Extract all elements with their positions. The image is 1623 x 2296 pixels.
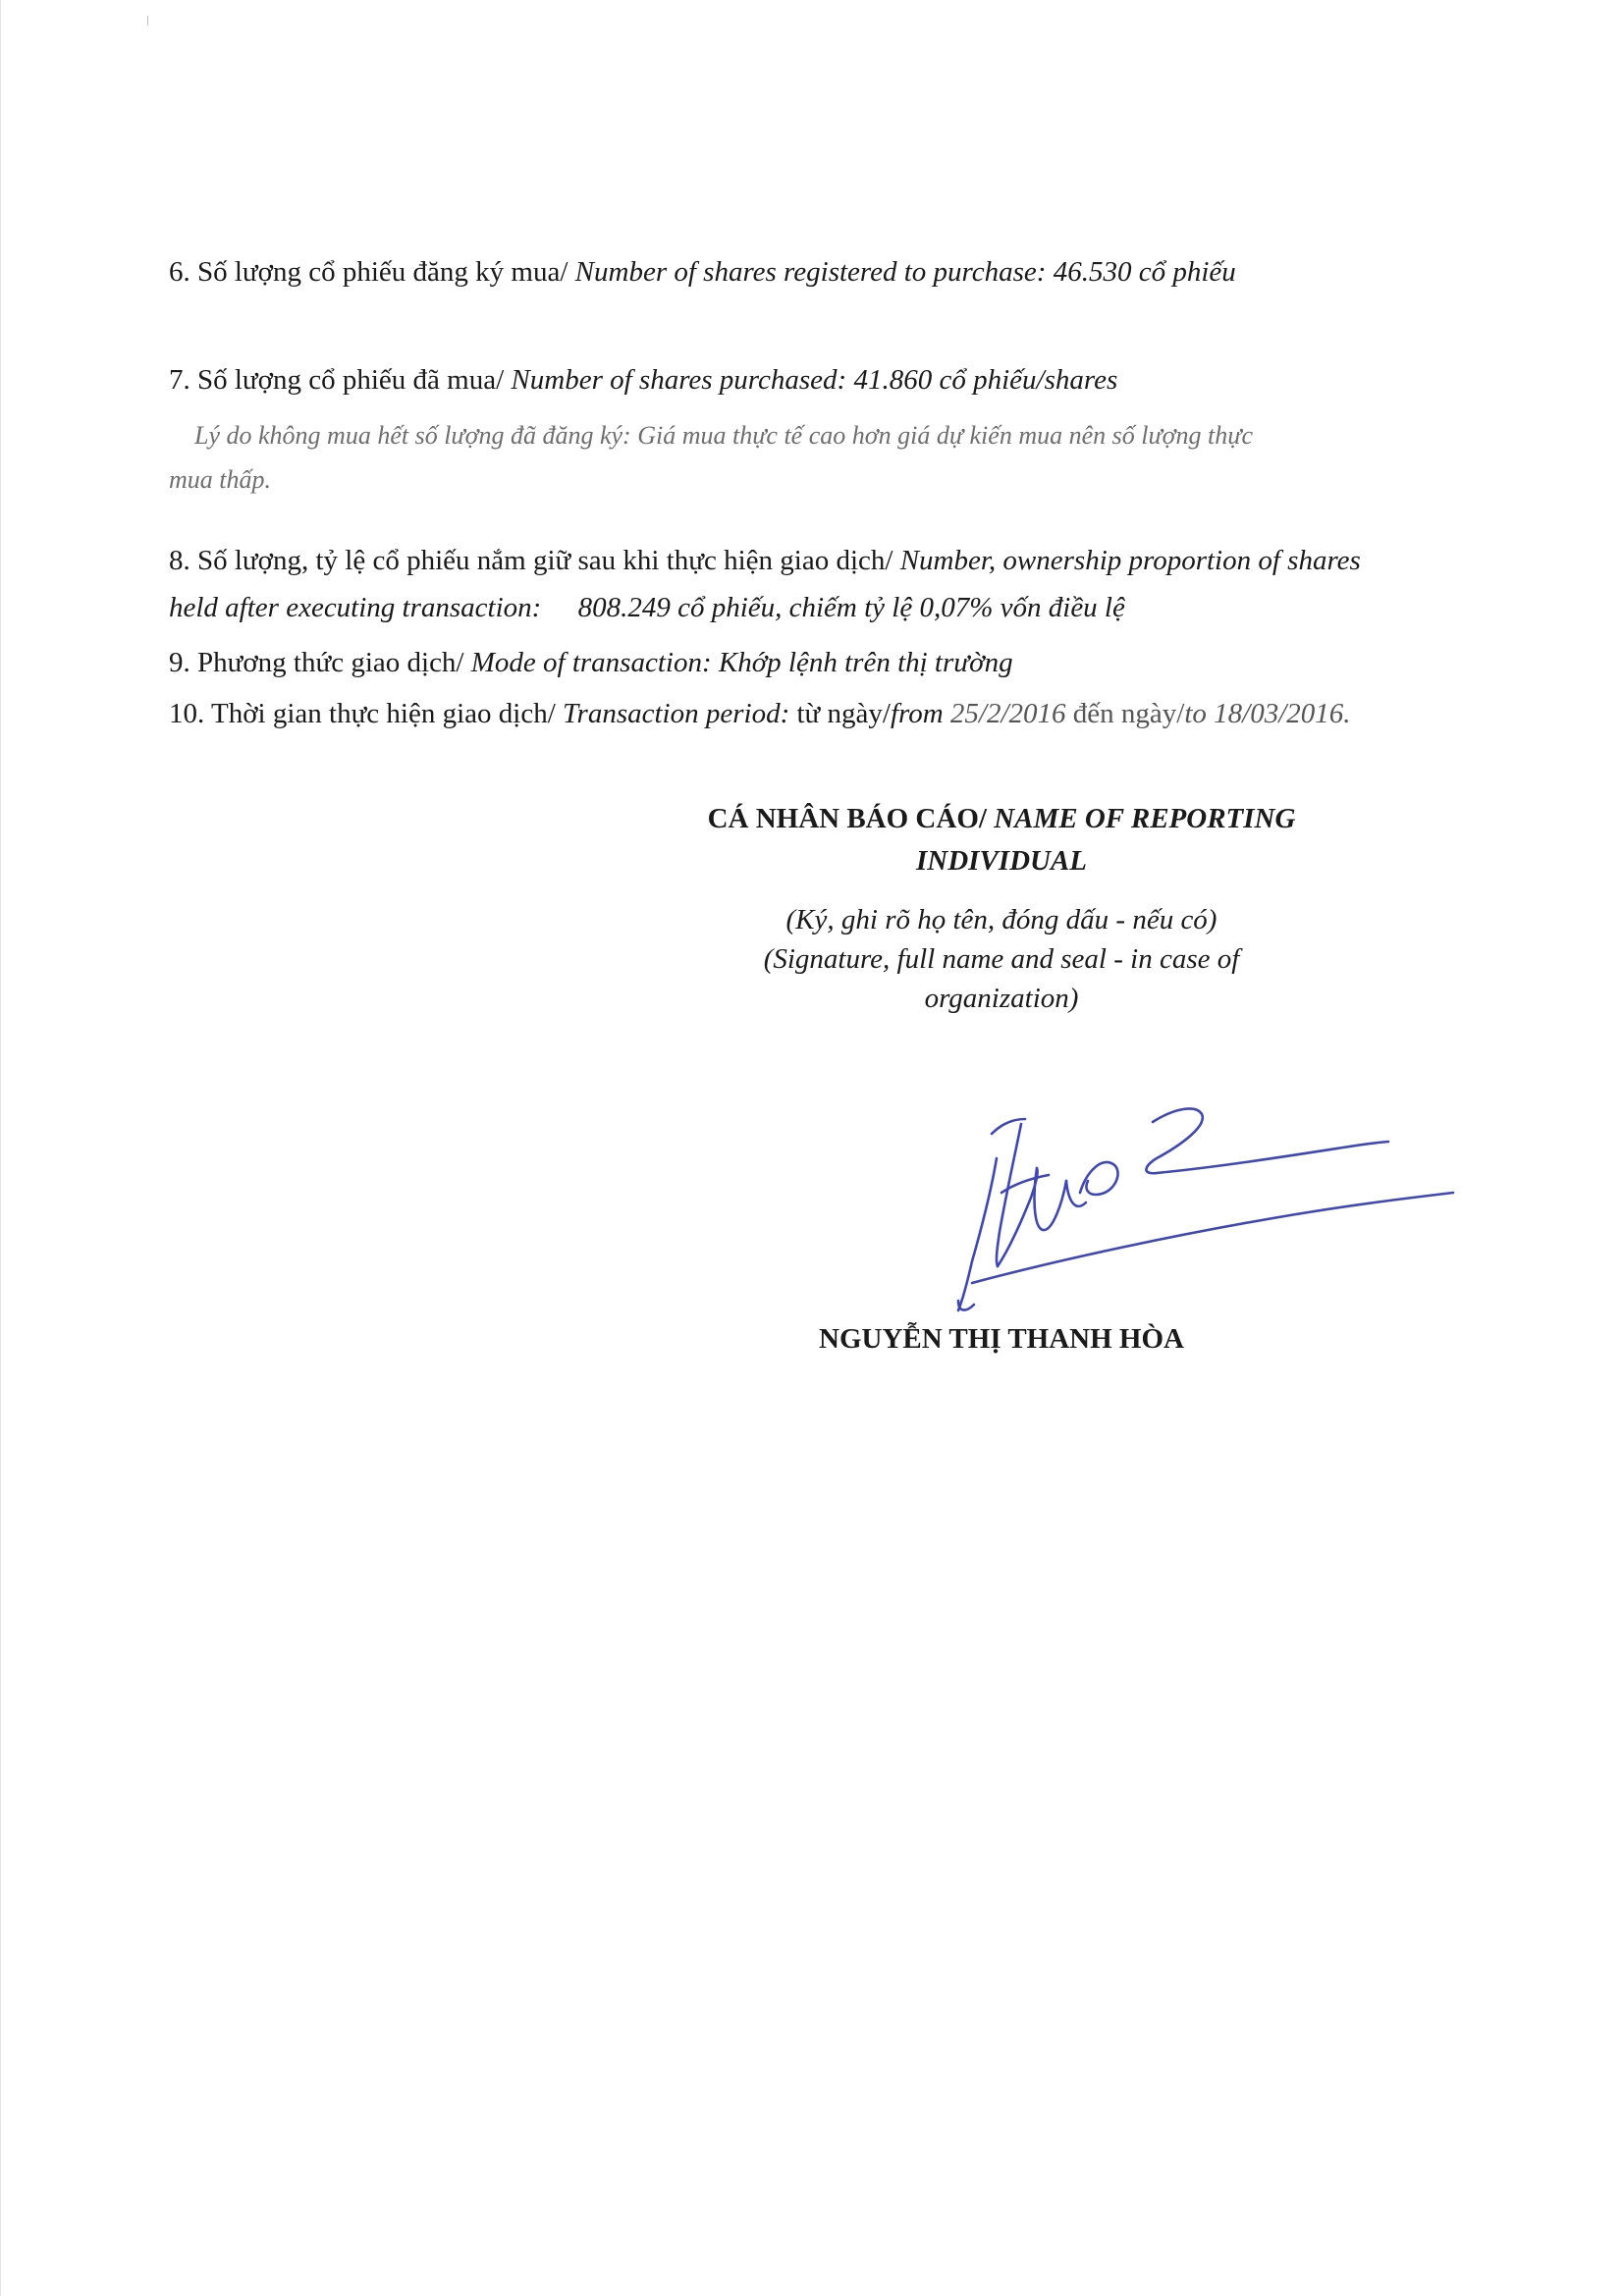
item-8-label-en: Number, ownership proportion of shares [899, 545, 1361, 576]
item-7-label: 7. Số lượng cổ phiếu đã mua/ [169, 364, 512, 396]
item-8-value: 808.249 cổ phiếu, chiếm tỷ lệ 0,07% vốn điều lệ [577, 592, 1125, 623]
item-10-from-en: from [890, 698, 950, 729]
item-10-to-en: to [1184, 698, 1215, 729]
item-9-value: Khớp lệnh trên thị trường [718, 647, 1013, 678]
item-7 [169, 361, 1117, 399]
scan-mark [147, 16, 148, 26]
item-9-label: 9. Phương thức giao dịch/ [169, 647, 471, 678]
item-10-from-date: 25/2/2016 [949, 698, 1066, 729]
signature-title-continued [628, 842, 1375, 880]
signature-instruction-en: (Signature, full name and seal - in case of [763, 943, 1240, 975]
item-10-label-en: Transaction period: [563, 698, 797, 729]
item-10-to-label: đến ngày/ [1065, 698, 1185, 729]
signature-instruction-vi: (Ký, ghi rõ họ tên, đóng dấu - nếu có) [785, 904, 1217, 935]
handwritten-signature [923, 1065, 1473, 1315]
reason-note-line-1: Lý do không mua hết số lượng đã đăng ký: Giá mua thực tế cao hơn giá dự kiến mua nên số lượng thực [194, 421, 1253, 450]
reason-note-line-2: mua thấp. [169, 465, 271, 494]
item-8-continued [169, 589, 1125, 626]
item-9 [169, 644, 1013, 681]
signature-title-en-2: INDIVIDUAL [915, 845, 1088, 877]
signature-title-en: NAME OF REPORTING [994, 803, 1296, 834]
item-10-label: 10. Thời gian thực hiện giao dịch/ [169, 698, 564, 729]
signature-title [628, 800, 1375, 837]
reporting-individual-name: NGUYỄN THỊ THANH HÒA [819, 1323, 1184, 1355]
item-10-from-label: từ ngày/ [796, 698, 891, 729]
item-6 [169, 253, 1236, 291]
item-7-value: 41.860 cổ phiếu/shares [853, 364, 1118, 396]
item-6-label-en: Number of shares registered to purchase: [574, 256, 1054, 288]
signature-instruction-en-2: organization) [924, 983, 1079, 1014]
item-9-label-en: Mode of transaction: [470, 647, 719, 678]
signature-title-vi: CÁ NHÂN BÁO CÁO/ [707, 803, 995, 834]
item-6-value: 46.530 cổ phiếu [1053, 256, 1236, 288]
item-10 [169, 695, 1351, 732]
item-8-label: 8. Số lượng, tỷ lệ cổ phiếu nắm giữ sau khi thực hiện giao dịch/ [169, 545, 900, 576]
item-8 [169, 542, 1361, 579]
item-8-label-en-2: held after executing transaction: [169, 592, 549, 623]
item-6-label: 6. Số lượng cổ phiếu đăng ký mua/ [169, 256, 575, 288]
item-10-to-date: 18/03/2016. [1214, 698, 1351, 729]
item-7-label-en: Number of shares purchased: [511, 364, 854, 396]
